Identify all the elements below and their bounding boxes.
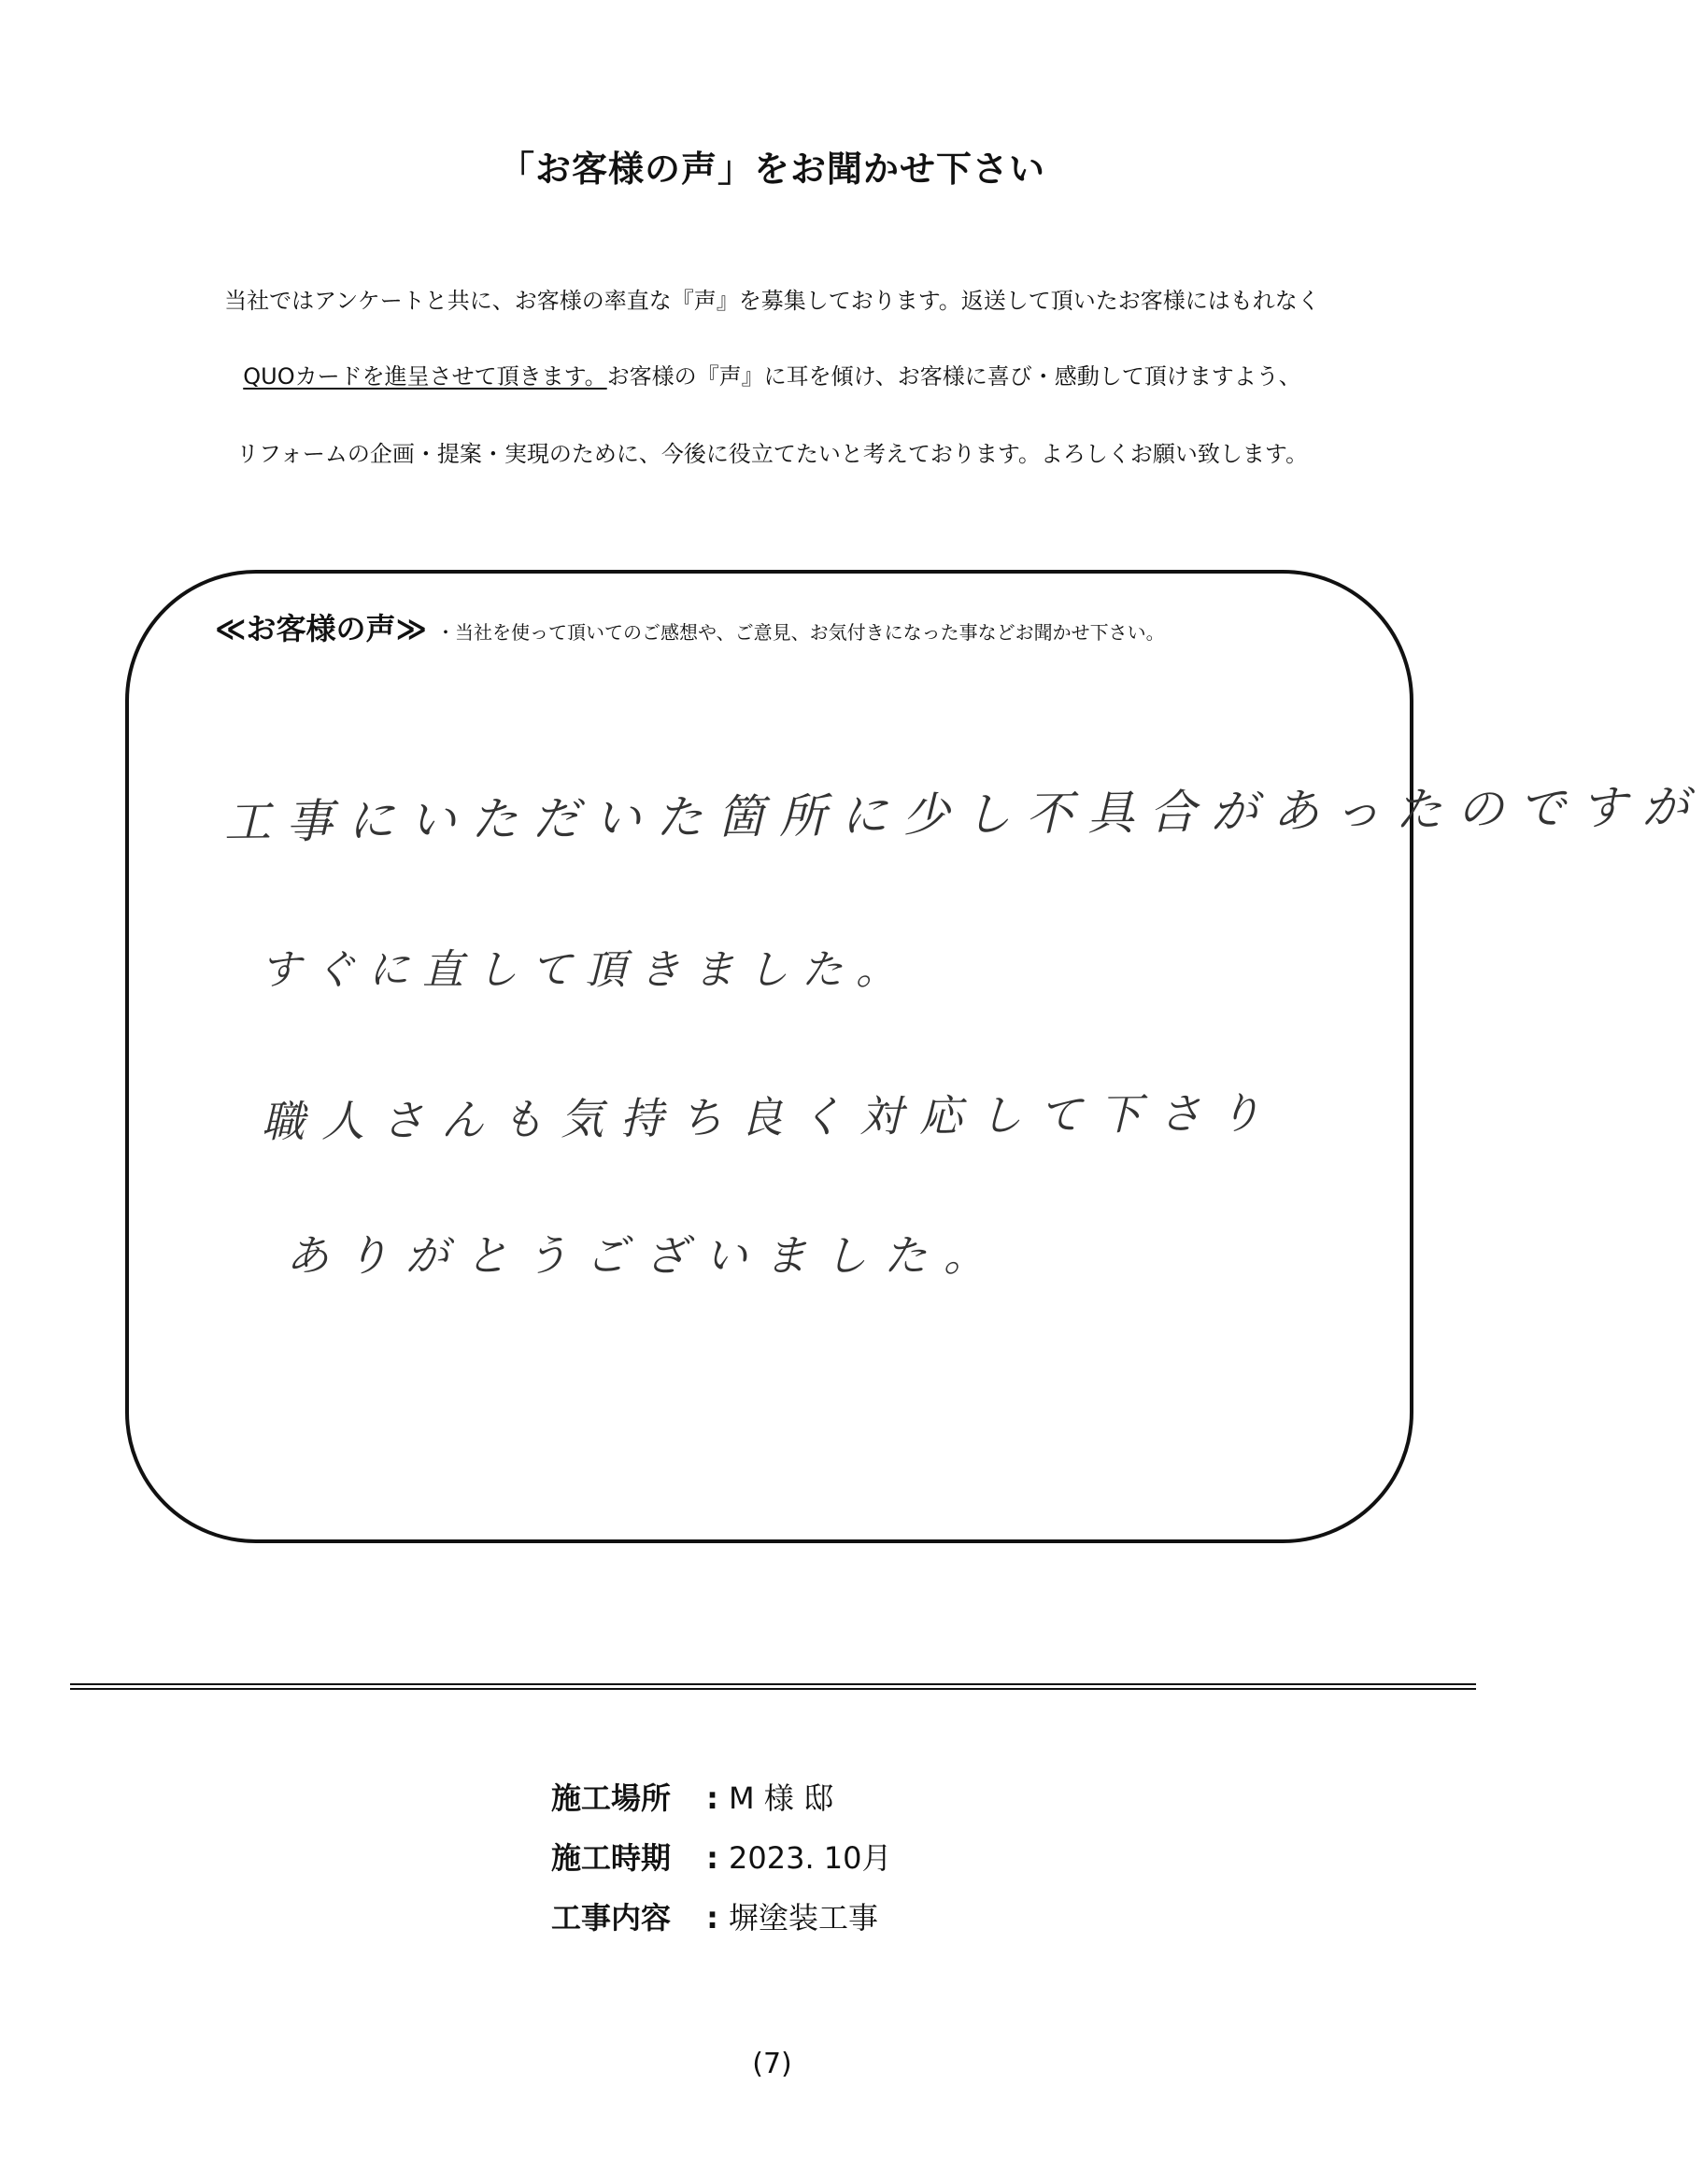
page-title: 「お客様の声」をお聞かせ下さい — [498, 149, 1045, 190]
intro-line-2 — [0, 358, 1544, 390]
quo-card-notice: QUOカードを進呈させて頂きます。 — [243, 363, 607, 390]
customer-voice-box — [125, 570, 1413, 1543]
info-label: 工事内容 — [551, 1900, 672, 1936]
handwritten-line-1: 工事にいただいた箇所に少し不具合があったのですが — [223, 779, 1704, 850]
info-value: 2023. 10月 — [729, 1840, 892, 1876]
voice-title: ≪お客様の声≫ — [215, 611, 428, 646]
intro-line-3: リフォームの企画・提案・実現のために、今後に役立てたいと考えております。よろしくお願い致します。 — [236, 441, 1308, 467]
info-colon: : — [706, 1840, 718, 1876]
voice-header — [215, 605, 1165, 648]
handwritten-line-4: ありがとうございました。 — [286, 1230, 1003, 1281]
voice-instruction: ・当社を使って頂いてのご感想や、ご意見、お気付きになった事などお聞かせ下さい。 — [436, 621, 1165, 644]
page-number: (7) — [752, 2048, 792, 2080]
info-row-location — [551, 1775, 892, 1835]
info-row-work — [551, 1894, 892, 1954]
info-colon: : — [706, 1900, 718, 1936]
info-label: 施工場所 — [551, 1780, 672, 1816]
intro-line-1: 当社ではアンケートと共に、お客様の率直な『声』を募集しております。返送して頂いたお客様にはもれなく — [224, 288, 1320, 314]
handwritten-line-3: 職人さんも気持ち良く対応して下さり — [261, 1087, 1279, 1147]
info-label: 施工時期 — [551, 1840, 672, 1876]
info-colon: : — [706, 1780, 718, 1816]
construction-info — [551, 1775, 892, 1954]
intro-line-2-rest: お客様の『声』に耳を傾け、お客様に喜び・感動して頂けますよう、 — [606, 363, 1301, 390]
handwritten-line-2: すぐに直して頂きました。 — [260, 946, 910, 994]
info-value: M 様 邸 — [729, 1780, 833, 1816]
double-divider — [70, 1683, 1476, 1690]
info-value: 塀塗装工事 — [729, 1900, 879, 1936]
info-row-period — [551, 1835, 892, 1894]
